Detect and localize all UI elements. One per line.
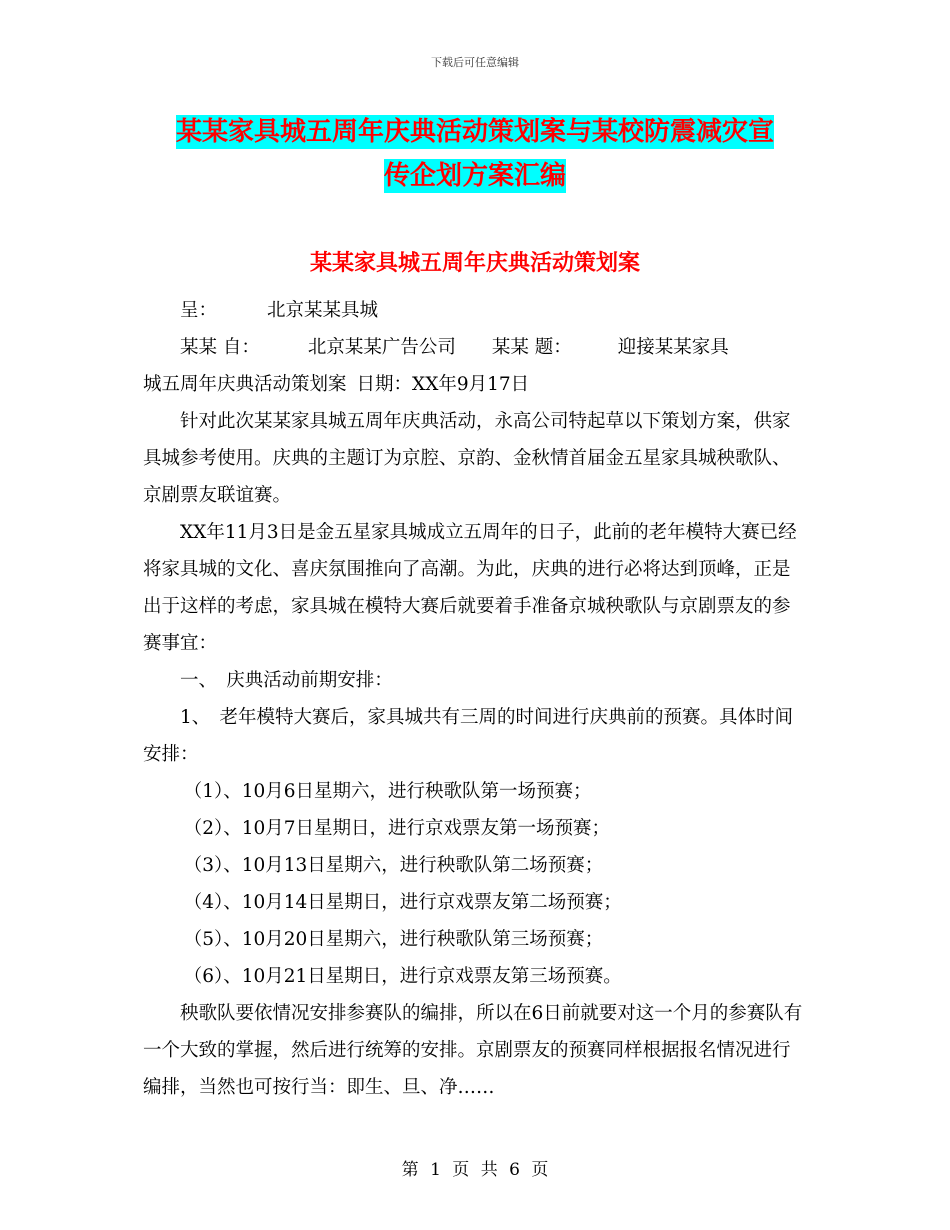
meta-date-label: 日期：: [356, 374, 413, 395]
schedule-item: （1）、10月6日星期六，进行秧歌队第一场预赛；: [183, 781, 592, 802]
meta-from-value: 北京某某广告公司: [307, 337, 456, 358]
item1-text: [143, 699, 808, 773]
document-body: [143, 292, 808, 1106]
meta-subject-value-part2: 城五周年庆典活动策划案: [143, 374, 347, 395]
paragraph-closing: 秧歌队要依情况安排参赛队的编排，所以在6日前就要对这一个月的参赛队有一个大致的掌握，然后进行统筹的安排。京剧票友的预赛同样根据报名情况进行编排，当然也可按行当：即生、旦、净……: [143, 1003, 803, 1098]
meta-subject-label: 某某 题：: [491, 337, 572, 358]
meta-from-label: 某某 自：: [180, 337, 260, 358]
meta-date-value: XX年9月17日: [412, 374, 530, 395]
schedule-item: （5）、10月20日星期六，进行秧歌队第三场预赛；: [183, 929, 604, 950]
meta-subject-date-line: [143, 366, 808, 403]
schedule-item: （4）、10月14日星期日，进行京戏票友第二场预赛；: [183, 892, 622, 913]
schedule-item: （2）、10月7日星期日，进行京戏票友第一场预赛；: [183, 818, 611, 839]
meta-subject-value-part1: 迎接某某家具: [617, 337, 729, 358]
page-footer: 第 1 页 共 6 页: [401, 1160, 549, 1180]
paragraph-background: XX年11月3日是金五星家具城成立五周年的日子，此前的老年模特大赛已经将家具城的文化、喜庆氛围推向了高潮。为此，庆典的进行必将达到顶峰，正是出于这样的考虑，家具城在模特大赛后就要着手准备京城秧歌队与京剧票友的参赛事宜：: [143, 522, 797, 654]
document-title-line1: 某某家具城五周年庆典活动策划案与某校防震减灾宣: [175, 117, 774, 147]
item1-text-part2: 具体时间安排：: [143, 707, 794, 765]
section1-heading: 一、 庆典活动前期安排：: [180, 670, 393, 691]
document-title: [0, 110, 950, 198]
page-header-note: 下载后可任意编辑: [431, 56, 519, 69]
paragraph-intro: 针对此次某某家具城五周年庆典活动，永高公司特起草以下策划方案，供家具城参考使用。庆典的主题订为京腔、京韵、金秋情首届金五星家具城秧歌队、京剧票友联谊赛。: [143, 411, 791, 506]
meta-to-label: 呈：: [180, 300, 218, 321]
schedule-item: （6）、10月21日星期日，进行京戏票友第三场预赛。: [183, 966, 622, 987]
section-title: 某某家具城五周年庆典活动策划案: [309, 251, 640, 276]
meta-from-subject-line: [143, 329, 808, 366]
document-title-line2: 传企划方案汇编: [383, 161, 566, 191]
meta-to-line: [143, 292, 808, 329]
meta-to-value: 北京某某具城: [267, 300, 379, 321]
schedule-item: （3）、10月13日星期六，进行秧歌队第二场预赛；: [183, 855, 604, 876]
item1-text-part1: 1、 老年模特大赛后，家具城共有三周的时间进行庆典前的预赛。: [180, 707, 720, 728]
